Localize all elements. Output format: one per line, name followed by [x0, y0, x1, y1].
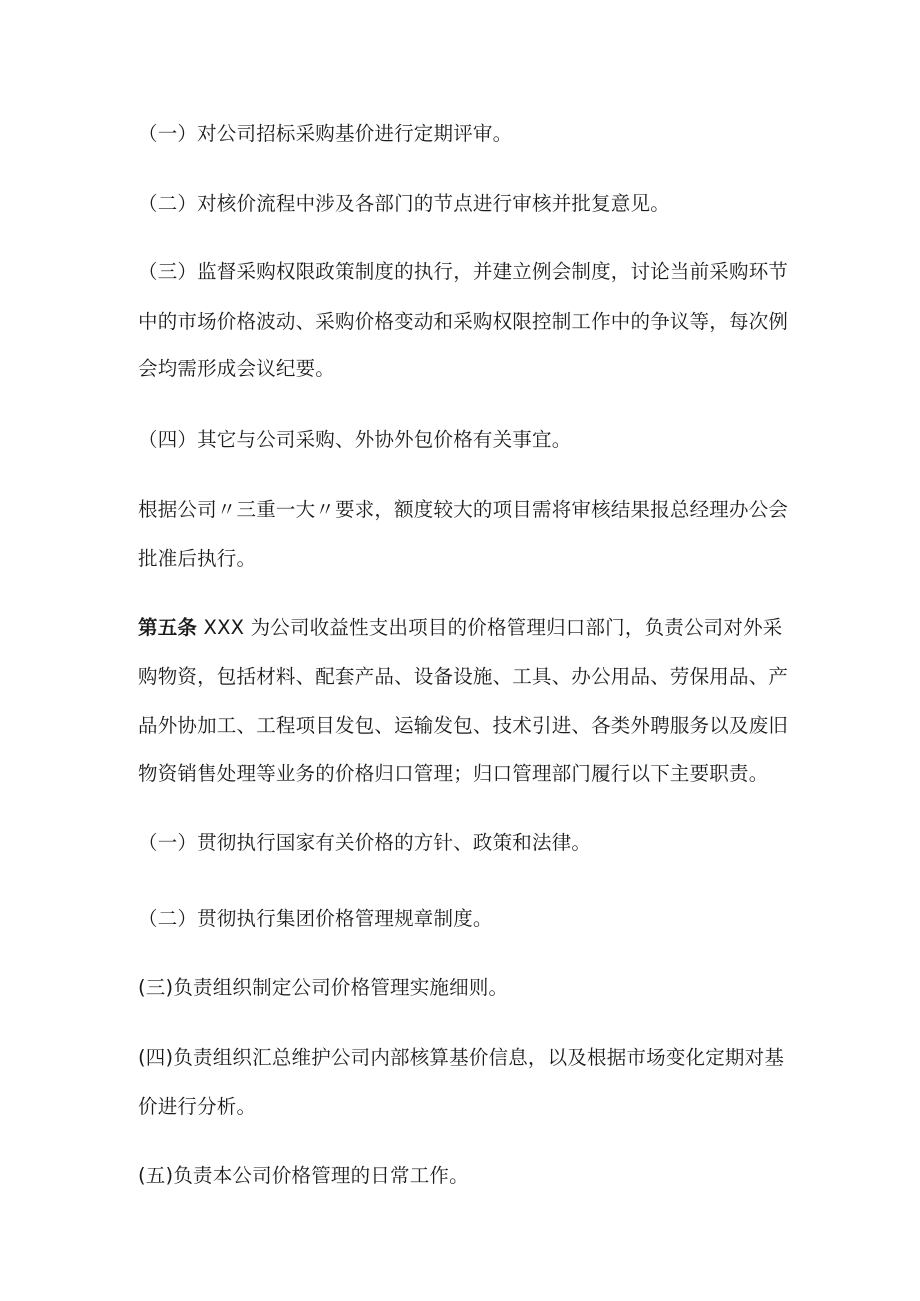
paragraph-line: （二）对核价流程中涉及各部门的节点进行审核并批复意见。: [138, 192, 670, 215]
paragraph-line: 会均需形成会议纪要。: [138, 357, 336, 380]
paragraph-line: 价进行分析。: [138, 1095, 257, 1118]
paragraph-line: (四)负责组织汇总维护公司内部核算基价信息，以及根据市场变化定期对基: [138, 1046, 785, 1069]
article-heading-line: [138, 615, 798, 641]
paragraph-line: 根据公司〃三重一大〃要求，额度较大的项目需将审核结果报总经理办公会: [138, 498, 789, 521]
paragraph-line: (五)负责本公司价格管理的日常工作。: [138, 1164, 469, 1187]
paragraph-line: 中的市场价格波动、采购价格变动和采购权限控制工作中的争议等，每次例: [138, 310, 789, 333]
paragraph-line: （二）贯彻执行集团价格管理规章制度。: [138, 907, 493, 930]
paragraph-line: （一）贯彻执行国家有关价格的方针、政策和法律。: [138, 831, 592, 854]
article-label: 第五条: [138, 616, 198, 639]
article-text: XXX 为公司收益性支出项目的价格管理归口部门，负责公司对外采: [197, 616, 783, 639]
paragraph-line: （一）对公司招标采购基价进行定期评审。: [138, 122, 513, 145]
paragraph-line: 批准后执行。: [138, 547, 257, 570]
paragraph-line: 品外协加工、工程项目发包、运输发包、技术引进、各类外聘服务以及废旧: [138, 714, 789, 737]
paragraph-line: （四）其它与公司采购、外协外包价格有关事宜。: [138, 428, 572, 451]
paragraph-line: （三）监督采购权限政策制度的执行，并建立例会制度，讨论当前采购环节: [138, 260, 789, 283]
paragraph-line: 物资销售处理等业务的价格归口管理；归口管理部门履行以下主要职责。: [138, 762, 769, 785]
paragraph-line: (三)负责组织制定公司价格管理实施细则。: [138, 976, 509, 999]
paragraph-line: 购物资，包括材料、配套产品、设备设施、工具、办公用品、劳保用品、产: [138, 665, 789, 688]
